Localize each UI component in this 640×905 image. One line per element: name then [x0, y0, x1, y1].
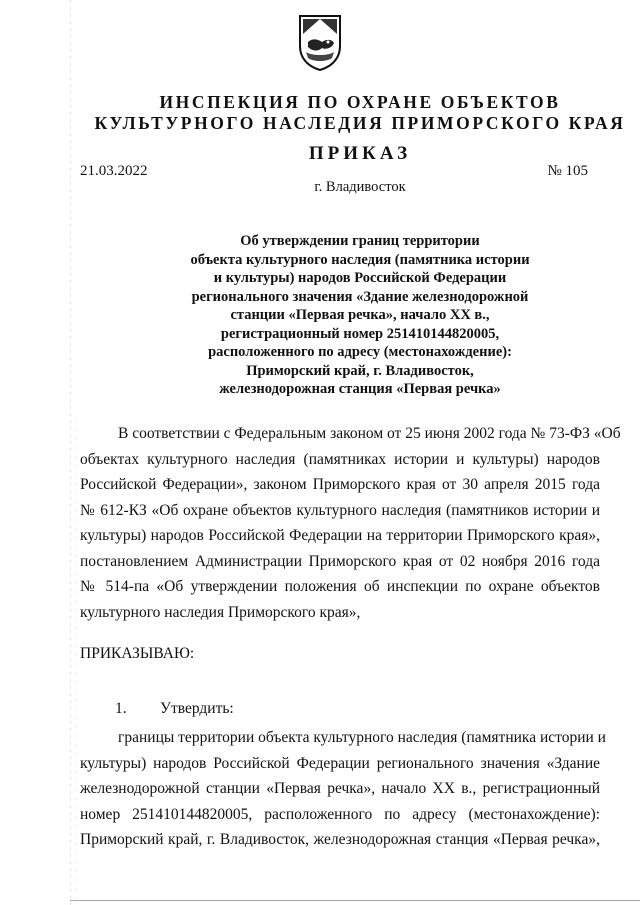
- document-date: 21.03.2022: [80, 163, 148, 179]
- paragraph-line: № 612-КЗ «Об охране объектов культурного наследия (памятников истории и: [80, 501, 600, 519]
- page-bottom-edge: [70, 900, 640, 901]
- order-keyword: ПРИКАЗЫВАЮ:: [80, 645, 195, 662]
- order-item-1: [115, 700, 234, 718]
- document-subject: [120, 232, 600, 399]
- scan-artifact-line: [76, 420, 77, 905]
- paragraph-line: железнодорожной станции «Первая речка», начало XX в., регистрационный: [80, 780, 600, 797]
- paragraph-line: культурного наследия Приморского края»,: [80, 603, 361, 621]
- document-type-title: ПРИКАЗ: [308, 143, 412, 164]
- paragraph-line: В соответствии с Федеральным законом от 25 июня 2002 года № 73-ФЗ «Об: [118, 425, 621, 442]
- paragraph-line: Приморский край, г. Владивосток, железнодорожная станция «Первая речка»,: [80, 831, 600, 848]
- paragraph-line: культуры) народов Российской Федерации на территории Приморского края»,: [80, 527, 600, 544]
- document-city: г. Владивосток: [314, 179, 406, 195]
- preamble-paragraph: [80, 421, 621, 625]
- subject-line: регионального значения «Здание железнодорожной: [191, 288, 529, 305]
- subject-line: станции «Первая речка», начало XX в.,: [230, 307, 490, 323]
- order-item-number: 1.: [115, 700, 127, 717]
- coat-of-arms-emblem-icon: [296, 12, 344, 72]
- subject-line: регистрационный номер 251410144820005,: [220, 325, 500, 342]
- subject-line: объекта культурного наследия (памятника истории: [190, 251, 530, 268]
- scan-artifact-line: [70, 0, 71, 905]
- subject-line: железнодорожная станция «Первая речка»: [219, 381, 501, 397]
- document-number: № 105: [547, 163, 588, 179]
- paragraph-line: Российской Федерации», законом Приморского края от 30 апреля 2015 года: [80, 476, 600, 493]
- paragraph-line: № 514-па «Об утверждении положения об инспекции по охране объектов: [80, 578, 600, 595]
- paragraph-line: постановлением Администрации Приморского края от 02 ноября 2016 года: [80, 552, 600, 570]
- paragraph-line: границы территории объекта культурного наследия (памятника истории и: [118, 729, 606, 746]
- subject-line: расположенного по адресу (местонахождение):: [208, 344, 512, 360]
- agency-name-line-2: КУЛЬТУРНОГО НАСЛЕДИЯ ПРИМОРСКОГО КРАЯ: [94, 113, 626, 133]
- agency-name-line-1: ИНСПЕКЦИЯ ПО ОХРАНЕ ОБЪЕКТОВ: [159, 92, 561, 112]
- paragraph-line: номер 251410144820005, расположенного по адресу (местонахождение):: [80, 805, 600, 823]
- subject-line: Приморский край, г. Владивосток,: [246, 362, 474, 379]
- item-body-paragraph: [80, 725, 606, 853]
- paragraph-line: объектах культурного наследия (памятниках истории и культуры) народов: [80, 450, 600, 468]
- subject-line: и культуры) народов Российской Федерации: [213, 270, 507, 286]
- paragraph-line: культуры) народов Российской Федерации регионального значения «Здание: [80, 754, 600, 772]
- order-item-text: Утвердить:: [160, 700, 234, 717]
- subject-line: Об утверждении границ территории: [240, 233, 480, 249]
